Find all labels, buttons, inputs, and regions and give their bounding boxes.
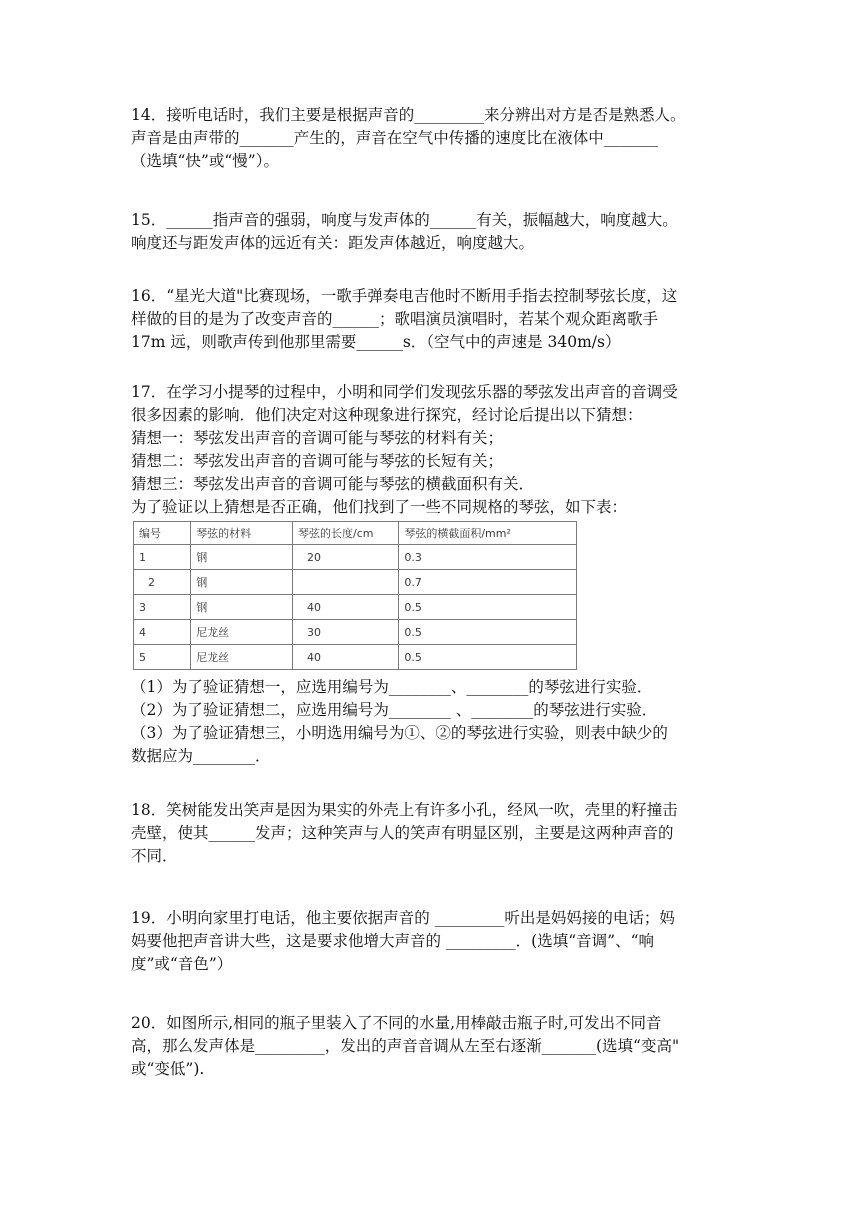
cell-material: 尼龙丝 bbox=[191, 645, 293, 670]
question-15 bbox=[131, 209, 731, 255]
cell-material: 尼龙丝 bbox=[191, 620, 293, 645]
q18-line-1: 18．笑树能发出笑声是因为果实的外壳上有许多小孔，经风一吹，壳里的籽撞击 bbox=[131, 801, 678, 819]
cell-number: 4 bbox=[134, 620, 191, 645]
q17-line-4: 猜想二：琴弦发出声音的音调可能与琴弦的长短有关； bbox=[131, 452, 504, 470]
q17-line-5: 猜想三：琴弦发出声音的音调可能与琴弦的横截面积有关． bbox=[131, 475, 535, 493]
q19-line-3: 度”或“音色”） bbox=[131, 955, 233, 973]
question-19 bbox=[131, 907, 731, 976]
cell-area: 0.5 bbox=[399, 620, 577, 645]
cell-length bbox=[293, 570, 399, 595]
q18-line-3: 不同． bbox=[131, 847, 178, 865]
q18-line-2: 壳壁，使其______发声；这种笑声与人的笑声有明显区别，主要是这两种声音的 bbox=[131, 824, 674, 842]
cell-length: 40 bbox=[293, 595, 399, 620]
cell-area: 0.5 bbox=[399, 595, 577, 620]
string-spec-table bbox=[133, 521, 577, 670]
q17-line-6: 为了验证以上猜想是否正确，他们找到了一些不同规格的琴弦，如下表： bbox=[131, 498, 628, 516]
header-number: 编号 bbox=[134, 522, 191, 545]
q14-line-1: 14．接听电话时，我们主要是根据声音的_________来分辨出对方是否是熟悉人。 bbox=[131, 106, 686, 124]
q19-line-1: 19．小明向家里打电话，他主要依据声音的 _________听出是妈妈接的电话；妈 bbox=[131, 909, 675, 927]
header-material: 琴弦的材料 bbox=[191, 522, 293, 545]
q20-line-1: 20．如图所示,相同的瓶子里装入了不同的水量,用棒敲击瓶子时,可发出不同音 bbox=[131, 1014, 662, 1032]
cell-material: 钢 bbox=[191, 595, 293, 620]
question-14 bbox=[131, 104, 731, 173]
q17-line-2: 很多因素的影响．他们决定对这种现象进行探究，经讨论后提出以下猜想： bbox=[131, 406, 643, 424]
q15-line-1: 15．______指声音的强弱，响度与发声体的______有关，振幅越大，响度越大。 bbox=[131, 211, 678, 229]
cell-length: 20 bbox=[293, 545, 399, 570]
cell-material: 钢 bbox=[191, 570, 293, 595]
q17-sub-1: （1）为了验证猜想一，应选用编号为________、________的琴弦进行实验． bbox=[131, 678, 653, 696]
q17-sub-2: （2）为了验证猜想二，应选用编号为________ 、________的琴弦进行实验． bbox=[131, 701, 658, 719]
cell-number: 2 bbox=[134, 570, 191, 595]
header-length: 琴弦的长度/cm bbox=[293, 522, 399, 545]
table-row bbox=[134, 620, 577, 645]
cell-area: 0.7 bbox=[399, 570, 577, 595]
table-row bbox=[134, 545, 577, 570]
cell-length: 30 bbox=[293, 620, 399, 645]
q17-line-1: 17．在学习小提琴的过程中，小明和同学们发现弦乐器的琴弦发出声音的音调受 bbox=[131, 383, 678, 401]
q16-line-1: 16．“星光大道"比赛现场，一歌手弹奏电吉他时不断用手指去控制琴弦长度，这 bbox=[131, 287, 678, 305]
cell-length: 40 bbox=[293, 645, 399, 670]
cell-area: 0.3 bbox=[399, 545, 577, 570]
q16-line-2: 样做的目的是为了改变声音的______；歌唱演员演唱时，若某个观众距离歌手 bbox=[131, 310, 659, 328]
q20-line-3: 或“变低”). bbox=[131, 1060, 205, 1078]
header-area: 琴弦的横截面积/mm² bbox=[399, 522, 577, 545]
q16-line-3: 17m 远，则歌声传到他那里需要______s．（空气中的声速是 340m/s） bbox=[131, 333, 621, 351]
q17-line-3: 猜想一：琴弦发出声音的音调可能与琴弦的材料有关； bbox=[131, 429, 504, 447]
question-20 bbox=[131, 1012, 731, 1081]
cell-material: 钢 bbox=[191, 545, 293, 570]
cell-number: 1 bbox=[134, 545, 191, 570]
cell-area: 0.5 bbox=[399, 645, 577, 670]
cell-number: 3 bbox=[134, 595, 191, 620]
q17-sub-3a: （3）为了验证猜想三，小明选用编号为①、②的琴弦进行实验，则表中缺少的 bbox=[131, 724, 668, 742]
question-18 bbox=[131, 799, 731, 868]
table-row bbox=[134, 595, 577, 620]
question-16 bbox=[131, 285, 731, 354]
table-row bbox=[134, 570, 577, 595]
q15-line-2: 响度还与距发声体的远近有关：距发声体越近，响度越大。 bbox=[131, 234, 535, 252]
q17-sub-3b: 数据应为________． bbox=[131, 747, 271, 765]
q14-line-2: 声音是由声带的_______产生的，声音在空气中传播的速度比在液体中_______ bbox=[131, 129, 659, 147]
q19-line-2: 妈要他把声音讲大些，这是要求他增大声音的 _________．(选填“音调”、“响 bbox=[131, 932, 654, 950]
cell-number: 5 bbox=[134, 645, 191, 670]
table-row bbox=[134, 645, 577, 670]
q20-line-2: 高，那么发声体是_________，发出的声音音调从左至右逐渐_______(选填“变高" bbox=[131, 1037, 680, 1055]
table-header-row bbox=[134, 522, 577, 545]
q14-line-3: （选填“快”或“慢”）。 bbox=[131, 152, 279, 170]
